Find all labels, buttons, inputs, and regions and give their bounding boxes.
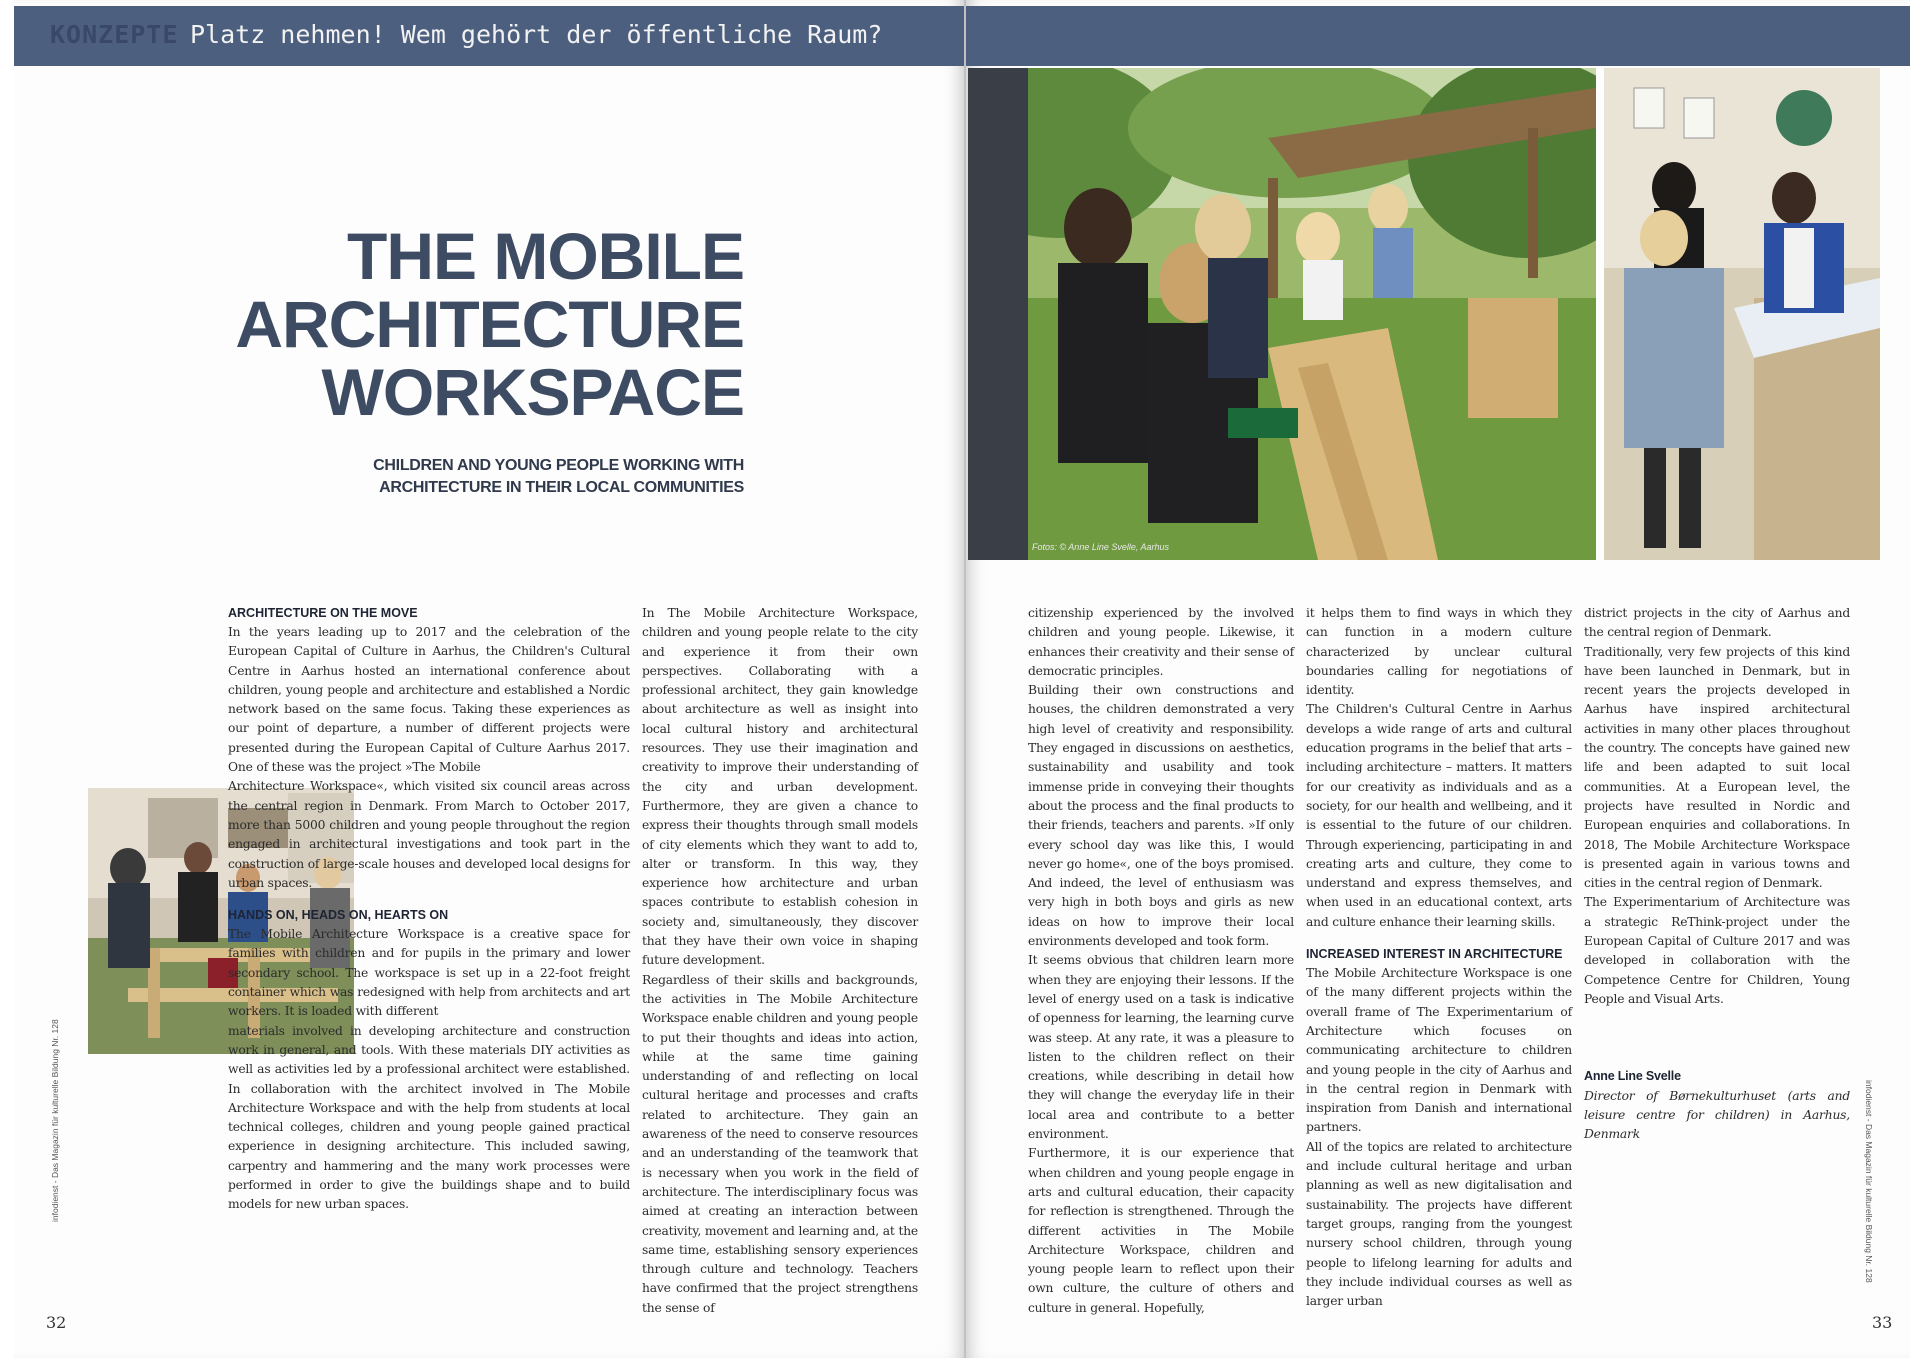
header-banner-left (14, 6, 964, 66)
article-title-line: THE MOBILE (347, 219, 744, 293)
outdoor-building-photo (968, 68, 1596, 560)
text-column-5 (1584, 604, 1850, 1144)
article-title (235, 219, 744, 429)
author-role: Director of Børnekulturhuset (arts and leisure centre for children) in Aarhus, Denmark (1584, 1088, 1850, 1142)
article-title-line: WORKSPACE (321, 355, 744, 429)
paragraph: citizenship experienced by the involved children and young people. Likewise, it enhances their creativity and their sense of democratic principles. (1028, 606, 1294, 678)
paragraph: In the years leading up to 2017 and the celebration of the European Capital of Culture in Aarhus, the Children's Cultural Centre in Aarhus hosted an international conference about children, young people and architecture and established a Nordic network based on the same focus. Taking these experiences as our point of departure, a number of different projects were presented during the European Capital of Culture Aarhus 2017. One of these was the project »The Mobile (228, 625, 630, 775)
outdoor-building-photo-image (968, 68, 1596, 560)
paragraph: The Children's Cultural Centre in Aarhus develops a wide range of arts and cultural education programs in the belief that arts – including architecture – matters. It matters for our creativity as individuals and as a society, for our health and wellbeing, and it is essential to the future of our children. Through experiencing, participating in and creating arts and culture, they come to understand and express themselves, and when used in an educational context, arts and culture enhance their learning skills. (1306, 702, 1572, 929)
article-subtitle-line: ARCHITECTURE IN THEIR LOCAL COMMUNITIES (379, 479, 744, 496)
paragraph: Regardless of their skills and backgrounds, the activities in The Mobile Architecture Workspace enable children and young people to put their thoughts and ideas into action, while at the same time gaining understanding of and reflecting on local cultural heritage and processes and crafts related to architecture. They gain an awareness of the need to conserve resources and an understanding of the teamwork that is necessary when you work in the field of architecture. The interdisciplinary focus was aimed at creating an interaction between creativity, movement and learning and, at the same time, establishing sensory experiences through culture and technology. Teachers have confirmed that the project strengthens the sense of (642, 972, 918, 1315)
section-heading: INCREASED INTEREST IN ARCHITECTURE (1306, 947, 1563, 962)
paragraph: Traditionally, very few projects of this kind have been launched in Denmark, but in recent years the projects developed in Aarhus have inspired architectural activities in many other places throughout the country. The concepts have gained new life and been adapted to suit local communities. At a European level, the projects have resulted in Nordic and European enquiries and collaborations. In 2018, The Mobile Architecture Workspace is presented again in various towns and cities in the central region of Denmark. (1584, 644, 1850, 891)
paragraph: Furthermore, it is our experience that when children and young people engage in arts and cultural education, their capacity for reflection is strengthened. Through the different activities in The Mobile Architecture Workspace, children and young people learn to reflect upon their own culture, the culture of others and culture in general. Hopefully, (1028, 1146, 1294, 1315)
paragraph: The Mobile Architecture Workspace is a creative space for families with children and for pupils in the primary and lower secondary school. The workspace is set up in a 22-foot freight container which was redesigned with help from architects and art workers. It is loaded with different (228, 927, 630, 1019)
article-title-line: ARCHITECTURE (235, 287, 744, 361)
section-kicker: KONZEPTE (50, 20, 179, 49)
text-column-1 (228, 604, 630, 1215)
right-page (966, 0, 1910, 1358)
paragraph: The Experimentarium of Architecture was a strategic ReThink-project under the European Capital of Culture 2017 and was developed in collaboration with the Competence Centre for Children, Young People and Visual Arts. (1584, 895, 1850, 1006)
page-number-left: 32 (46, 1313, 67, 1332)
paragraph: Building their own constructions and houses, the children demonstrated a very high level of creativity and responsibility. They engaged in discussions on aesthetics, sustainability and usability and took immense pride in conveying their thoughts about the process and the final products to their friends, teachers and parents. »If only every school day was like this, I would never go home«, one of the boys promised. And indeed, the level of enthusiasm was very high in both boys and girls as new ideas on how to improve their local environments developed and took form. (1028, 683, 1294, 949)
paragraph: In The Mobile Architecture Workspace, children and young people relate to the city and experience it from their own perspectives. Collaborating with a professional architect, they gain knowledge about architecture as well as insight into local cultural history and architectural resources. They use their imagination and creativity to improve their understanding of the city and urban development. Furthermore, they are given a chance to express their thoughts through small models of city elements which they want to add to, alter or transform. In this way, they experience how architecture and urban spaces contribute to establish cohesion in society and, simultaneously, they discover that they have their own voice in shaping future development. (642, 606, 918, 968)
text-column-4 (1306, 604, 1572, 1311)
paragraph: Architecture Workspace«, which visited six council areas across the central region in Denmark. From March to October 2017, more than 5000 children and young people throughout the region engaged in architectural investigations and took part in the construction of large-scale houses and developed local designs for urban spaces. (228, 779, 630, 890)
issue-theme-title: Platz nehmen! Wem gehört der öffentliche Raum? (190, 20, 883, 49)
side-note-right: infodienst - Das Magazin für kulturelle Bildung Nr. 128 (1864, 1080, 1874, 1283)
text-column-2 (642, 604, 918, 1318)
section-heading: ARCHITECTURE ON THE MOVE (228, 606, 418, 620)
side-note-left: infodienst - Das Magazin für kulturelle Bildung Nr. 128 (50, 1019, 60, 1222)
photo-credit: Fotos: © Anne Line Svelle, Aarhus (1032, 542, 1170, 552)
indoor-workspace-photo-image (1604, 68, 1880, 560)
paragraph: The Mobile Architecture Workspace is one of the many different projects within the overall frame of The Experimentarium of Architecture which focuses on communicating architecture to children and young people in the city of Aarhus and in the central region in Denmark with inspiration from Danish and international partners. (1306, 966, 1572, 1135)
author-name: Anne Line Svelle (1584, 1069, 1681, 1084)
text-column-3 (1028, 604, 1294, 1318)
page-number-right: 33 (1872, 1313, 1893, 1332)
indoor-workspace-photo (1604, 68, 1880, 560)
article-subtitle (373, 455, 744, 499)
paragraph: All of the topics are related to architecture and include cultural heritage and urban planning as well as new digitalisation and sustainability. The projects have different target groups, ranging from the youngest nursery school children, through young people to lifelong learning for adults and they include individual courses as well as larger urban (1306, 1139, 1572, 1309)
header-banner-right (966, 6, 1910, 66)
section-heading: HANDS ON, HEADS ON, HEARTS ON (228, 908, 449, 923)
paragraph: It seems obvious that children learn more when they are enjoying their lessons. If the level of energy used on a task is indicative of openness for learning, the learning curve was steep. At any rate, it was a pleasure to listen to the children reflect on their creations, while describing in detail how they will change the everyday life in their local area and contribute to a better environment. (1028, 953, 1294, 1142)
paragraph: materials involved in developing architecture and construction work in general, and tools. With these materials DIY activities as well as activities led by a professional architect were established. In collaboration with the architect involved in The Mobile Architecture Workspace and with the help from students at local technical colleges, children and young people gained practical experience in designing architecture. This included sawing, carpentry and hammering and the many work processes were performed in order to give the buildings shape and to build models for new urban spaces. (228, 1023, 630, 1212)
article-subtitle-line: CHILDREN AND YOUNG PEOPLE WORKING WITH (373, 457, 744, 474)
paragraph: it helps them to find ways in which they can function in a modern culture characterized by unclear cultural boundaries calling for negotiations of identity. (1306, 606, 1572, 698)
left-page (14, 0, 964, 1358)
paragraph: district projects in the city of Aarhus and the central region of Denmark. (1584, 606, 1850, 640)
